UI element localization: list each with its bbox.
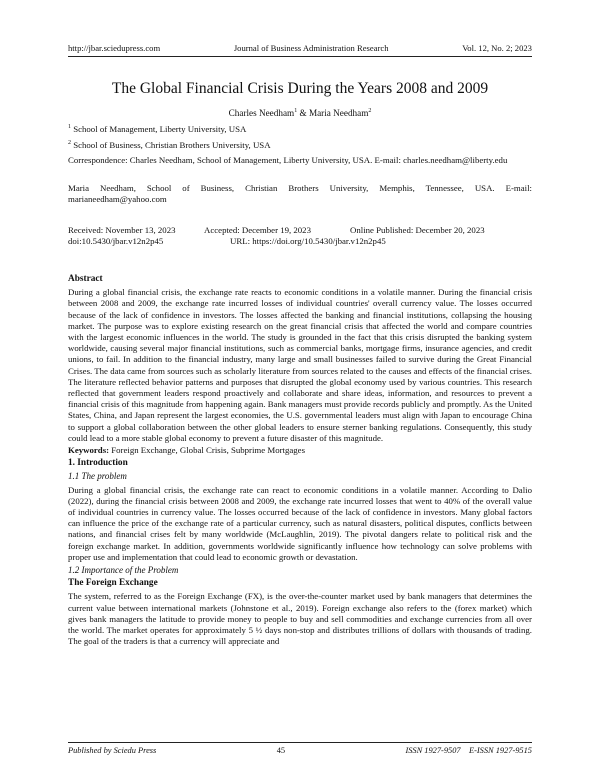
- author-1-sup: 1: [294, 107, 298, 114]
- intro-paragraph: During a global financial crisis, the exchange rate can react to economic conditions in a volatile manner. According to Dalio (2022), during the financial crisis between 2008 and 2009, the exchange rate incurred losses that went to 40% of the overall value of individual countries in currency value. The losses occurred because of the lack of confidence in investors. Many global factors can influence the price of the exchange rate of a particular currency, such as natural disasters, political disputes, conflicts between nations, and financial crises felt by many worldwide (McLaughlin, 2019). The pivotal dangers relate to political risk and the foreign exchange market. In addition, governments worldwide significantly influence how technology can solve problems with proper use and implementation that could lead to economic growth or devastation.: [68, 484, 532, 562]
- keywords: [68, 445, 532, 456]
- keywords-text: Foreign Exchange, Global Crisis, Subprime Mortgages: [109, 445, 305, 456]
- subsection-1-2: 1.2 Importance of the Problem: [68, 565, 179, 576]
- volume-info: Vol. 12, No. 2; 2023: [462, 43, 532, 53]
- doi[interactable]: doi:10.5430/jbar.v12n2p45: [68, 236, 164, 247]
- publication-dates: [68, 225, 532, 247]
- page-footer: [68, 746, 532, 755]
- author-2: Maria Needham: [308, 108, 369, 118]
- publisher: Published by Sciedu Press: [68, 746, 157, 755]
- abstract-text: During a global financial crisis, the exchange rate reacts to economic conditions in a volatile manner. During the financial crisis between 2008 and 2009, the exchange rate incurred losses of individual countries' overall currency value. The losses occurred because of the lack of confidence in investors. The losses affected the banking and financial institutions, collapsing the housing market. The purpose was to explore existing research on the great financial crisis that affected the world and compare countries with the largest economic influences in the world. The study is grounded in the fact that this crisis disrupted the banking system worldwide, causing several major financial institutions, such as commercial banks, mortgage firms, insurance agencies, and credit unions, to fail. In addition to the financial industry, many large and small businesses failed to survive during the Great Financial Crises. The data came from sources such as scholarly literature from sources related to the causes and effects of the financial crises. The literature reflected behavior patterns and purposes that disrupted the global economy used by various countries. This research reflected that government leaders respond proactively and collaborate and share ideas, information, and resources to prevent a financial crisis of this magnitude from happening again. Bank managers must provide records publicly and promptly. As the United States, China, and Japan represent the largest economies, the U.S. governmental leaders must align with Japan to encourage China to support a global collaboration between the other global leaders to ensure sterner banking regulations. Consequently, this study could lead to a more stable global economy to prevent a future disaster of this magnitude.: [68, 287, 532, 443]
- doi-url[interactable]: URL: https://doi.org/10.5430/jbar.v12n2p45: [230, 236, 386, 247]
- author-2-sup: 2: [368, 107, 372, 114]
- affiliation-2: [68, 140, 532, 151]
- affiliation-1-sup: 1: [68, 124, 71, 131]
- running-header: [68, 43, 532, 54]
- subsection-1-1: 1.1 The problem: [68, 471, 127, 482]
- affiliation-2-text: School of Business, Christian Brothers University, USA: [73, 140, 271, 150]
- abstract-heading: Abstract: [68, 274, 103, 284]
- issn: ISSN 1927-9507: [405, 746, 461, 755]
- paper-title: The Global Financial Crisis During the Years 2008 and 2009: [111, 80, 489, 97]
- header-rule: [68, 56, 532, 57]
- footer-rule: [68, 742, 532, 743]
- journal-name: Journal of Business Administration Research: [233, 43, 389, 53]
- keywords-label: Keywords:: [68, 445, 110, 456]
- page-number: 45: [276, 746, 286, 755]
- eissn: E-ISSN 1927-9515: [468, 746, 532, 755]
- author-line: [68, 108, 532, 118]
- published-date: Online Published: December 20, 2023: [350, 225, 485, 235]
- author-separator: &: [297, 108, 309, 118]
- foreign-exchange-heading: The Foreign Exchange: [68, 578, 158, 589]
- correspondence-2: Maria Needham, School of Business, Christian Brothers University, Memphis, Tennessee, USA. E-mail: marianeedham@yahoo.com: [68, 183, 532, 205]
- journal-url[interactable]: http://jbar.sciedupress.com: [68, 43, 161, 53]
- correspondence-1: Correspondence: Charles Needham, School of Management, Liberty University, USA. E-mail: charles.needham@liberty.edu: [68, 155, 508, 165]
- issn-block: [405, 746, 532, 755]
- affiliation-1: [68, 124, 532, 135]
- abstract: [68, 274, 532, 648]
- introduction-heading: 1. Introduction: [68, 458, 128, 469]
- received-date: Received: November 13, 2023: [68, 225, 176, 235]
- affiliation-1-text: School of Management, Liberty University, USA: [73, 124, 247, 134]
- affiliation-2-sup: 2: [68, 140, 71, 147]
- foreign-exchange-paragraph: The system, referred to as the Foreign Exchange (FX), is the over-the-counter market used by bank managers that determines the current value between international markets (Johnstone et al., 2019). Foreign exchange also refers to the (forex market) which gives bank managers the latitude to provide money to people to buy and sell commodities and exchange currencies from all over the world. The market operates for approximately 5 ½ days non-stop and distributes trillions of dollars with thousands of trading. The goal of the traders is that a currency will appreciate and: [68, 591, 532, 647]
- author-1: Charles Needham: [228, 108, 295, 118]
- accepted-date: Accepted: December 19, 2023: [204, 225, 311, 235]
